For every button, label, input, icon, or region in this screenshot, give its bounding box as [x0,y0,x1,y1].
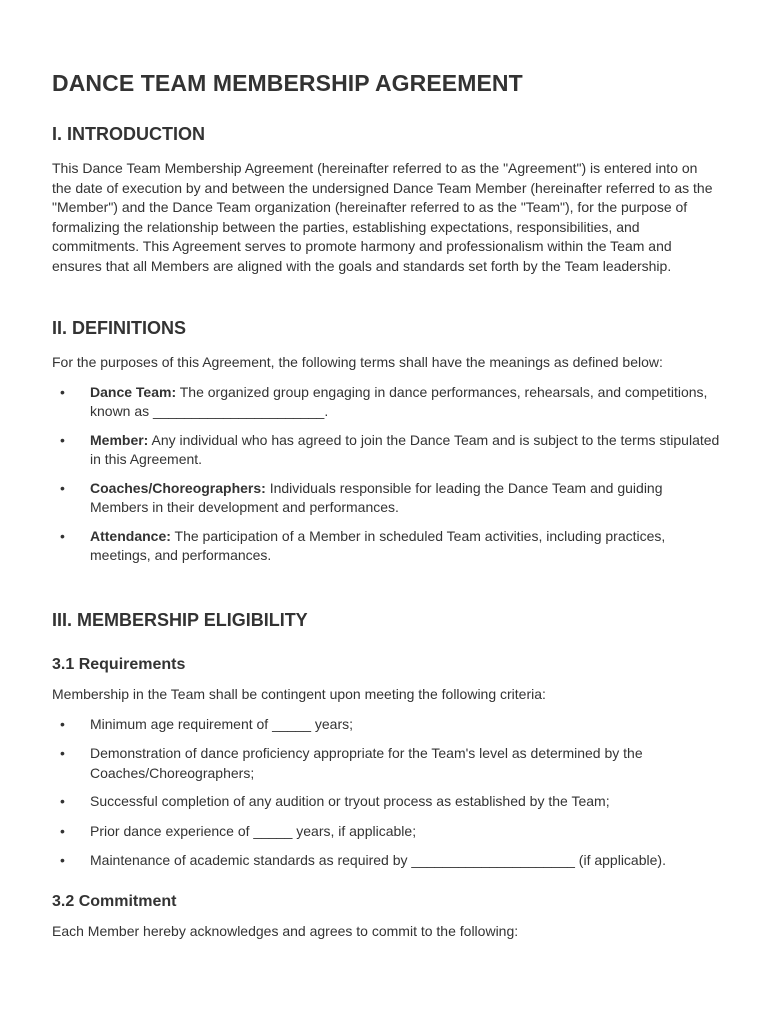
commitment-heading: 3.2 Commitment [52,892,177,910]
requirements-heading: 3.1 Requirements [52,656,186,673]
requirements-lead: Membership in the Team shall be contingent upon meeting the following criteria: [52,686,546,702]
bullet-icon: • [60,527,65,544]
requirement-item [52,851,720,871]
bullet-icon: • [60,479,65,496]
definition-text: The organized group engaging in dance performances, rehearsals, and competitions, known as ______________________. [90,383,708,419]
requirement-item [52,715,720,735]
requirement-text: Successful completion of any audition or tryout process as established by the Team; [90,793,610,809]
requirement-text: Demonstration of dance proficiency appropriate for the Team's level as determined by the Coaches/Choreographers; [90,745,643,781]
introduction-heading: I. INTRODUCTION [52,124,205,144]
requirement-item [52,744,720,783]
bullet-icon: • [60,793,65,809]
definitions-list [52,383,720,566]
bullet-icon: • [60,383,65,400]
requirement-text: Maintenance of academic standards as required by _____________________ (if applicable). [90,852,666,868]
definition-text: Individuals responsible for leading the Dance Team and guiding Members in their development and performances. [90,479,663,515]
definition-term: Dance Team: [90,383,177,400]
definition-term: Attendance: [90,527,171,544]
bullet-icon: • [60,852,65,868]
eligibility-heading: III. MEMBERSHIP ELIGIBILITY [52,610,308,630]
requirement-text: Prior dance experience of _____ years, if applicable; [90,822,417,839]
bullet-icon: • [60,745,65,761]
requirements-list [52,715,720,871]
eligibility-section [52,610,720,941]
definition-text: Any individual who has agreed to join the Dance Team and is subject to the terms stipulated in this Agreement. [90,431,720,467]
bullet-icon: • [60,431,65,448]
bullet-icon: • [60,822,65,839]
definition-item [52,383,720,422]
definitions-section [52,318,720,566]
definitions-lead: For the purposes of this Agreement, the following terms shall have the meanings as defined below: [52,354,663,370]
document-title: DANCE TEAM MEMBERSHIP AGREEMENT [52,70,523,96]
introduction-paragraph: This Dance Team Membership Agreement (hereinafter referred to as the "Agreement") is entered into on the date of execution by and between the undersigned Dance Team Member (hereinafter referred to as the "Member") and the Dance Team organization (hereinafter referred to as the "Team"), for the purpose of formalizing the relationship between the parties, establishing expectations, responsibilities, and commitments. This Agreement serves to promote harmony and professionalism within the Team and ensures that all Members are aligned with the goals and standards set forth by the Team leadership. [52,160,713,274]
requirement-item [52,822,720,842]
definitions-heading: II. DEFINITIONS [52,318,187,338]
definition-item [52,527,720,566]
requirement-item [52,792,720,812]
definition-term: Member: [90,431,149,448]
commitment-lead: Each Member hereby acknowledges and agrees to commit to the following: [52,922,519,939]
definition-text: The participation of a Member in scheduled Team activities, including practices, meetings, and performances. [90,527,666,563]
bullet-icon: • [60,715,65,732]
definition-term: Coaches/Choreographers: [90,479,266,496]
requirement-text: Minimum age requirement of _____ years; [90,715,354,732]
introduction-section [52,124,720,276]
definition-item [52,479,720,518]
definition-item [52,431,720,470]
